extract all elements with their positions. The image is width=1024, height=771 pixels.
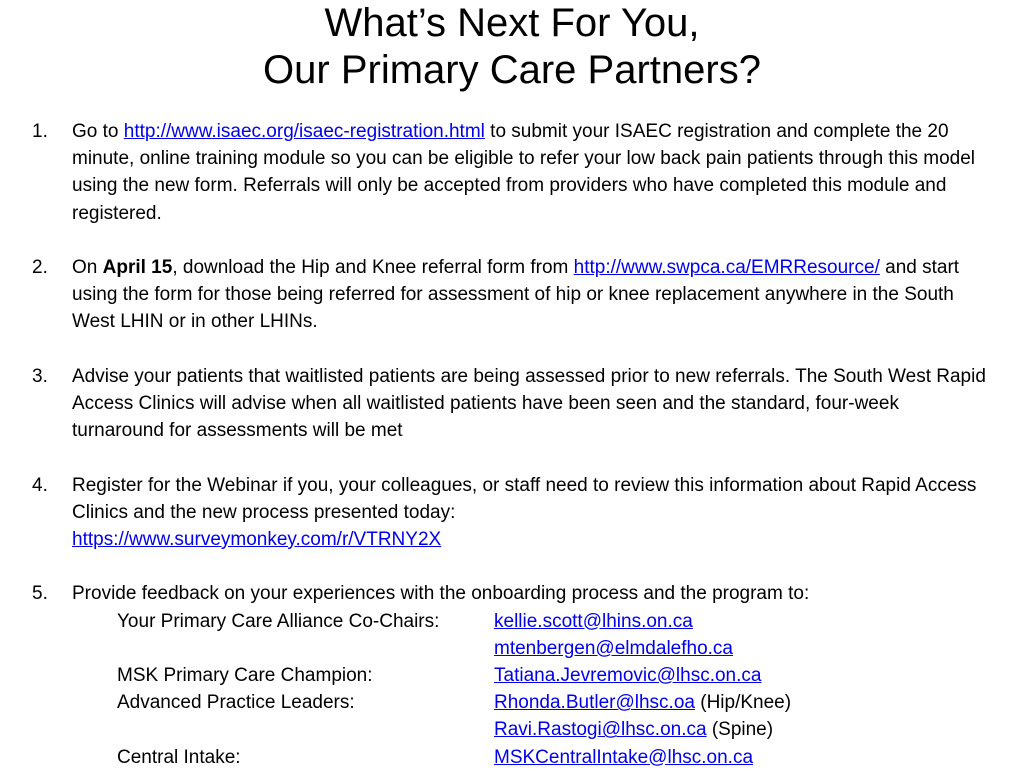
list-item-5: [0, 580, 1024, 770]
slide-title: [0, 0, 1024, 94]
title-line-2: Our Primary Care Partners?: [263, 48, 761, 92]
contacts-table: [72, 608, 994, 771]
item-number: 1.: [32, 121, 48, 142]
item-text: Register for the Webinar if you, your colleagues, or staff need to review this information about Rapid Access Clinics and the new process presented today:: [72, 474, 977, 523]
list-item-3: [0, 363, 1024, 445]
contact-label: Your Primary Care Alliance Co-Chairs:: [117, 610, 440, 632]
title-line-1: What’s Next For You,: [324, 1, 700, 45]
contact-label: [117, 716, 494, 743]
item-number: 3.: [32, 365, 48, 387]
email-link[interactable]: Tatiana.Jevremovic@lhsc.on.ca: [494, 665, 762, 686]
email-link[interactable]: MSKCentralIntake@lhsc.on.ca: [494, 746, 754, 768]
emr-resource-link[interactable]: http://www.swpca.ca/EMRResource/: [573, 257, 880, 278]
webinar-survey-link[interactable]: https://www.surveymonkey.com/r/VTRNY2X: [72, 529, 442, 550]
item-text: On: [72, 257, 103, 278]
email-link[interactable]: mtenbergen@elmdalefho.ca: [494, 637, 733, 659]
item-number: 5.: [32, 583, 48, 605]
list-item-2: [0, 254, 1024, 336]
contact-label: [117, 635, 494, 662]
contact-note: (Spine): [706, 719, 774, 741]
date-highlight: April 15: [102, 257, 173, 278]
contact-label: MSK Primary Care Champion:: [117, 665, 373, 686]
item-text: to submit your ISAEC registration and complete the 20 minute, online training module so you can be eligible to refer your low back pain patients through this model using the new form. Referrals will only be accepted from providers who have completed this module and registered.: [72, 121, 976, 224]
contact-label: Advanced Practice Leaders:: [117, 692, 355, 714]
contact-label: Central Intake:: [117, 746, 241, 768]
item-text: , download the Hip and Knee referral form from: [172, 257, 574, 278]
isaec-registration-link[interactable]: http://www.isaec.org/isaec-registration.html: [123, 121, 485, 142]
item-text: Go to: [72, 121, 124, 142]
list-item-4: [0, 472, 1024, 554]
item-number: 2.: [32, 257, 48, 278]
email-link[interactable]: Rhonda.Butler@lhsc.oa: [494, 692, 695, 714]
email-link[interactable]: kellie.scott@lhins.on.ca: [494, 610, 693, 632]
list-item-1: [0, 118, 1024, 227]
item-number: 4.: [32, 474, 48, 496]
email-link[interactable]: Ravi.Rastogi@lhsc.on.ca: [494, 719, 707, 741]
contact-note: (Hip/Knee): [694, 692, 792, 714]
steps-list: [0, 118, 1024, 771]
item-text: and start using the form for those being referred for assessment of hip or knee replacement anywhere in the South West LHIN or in other LHINs.: [72, 257, 960, 333]
item-text: Advise your patients that waitlisted patients are being assessed prior to new referrals. The South West Rapid Access Clinics will advise when all waitlisted patients have been seen and the standard, four-week turnaround for assessments will be met: [72, 365, 986, 442]
item-text: Provide feedback on your experiences with the onboarding process and the program to:: [72, 583, 810, 605]
